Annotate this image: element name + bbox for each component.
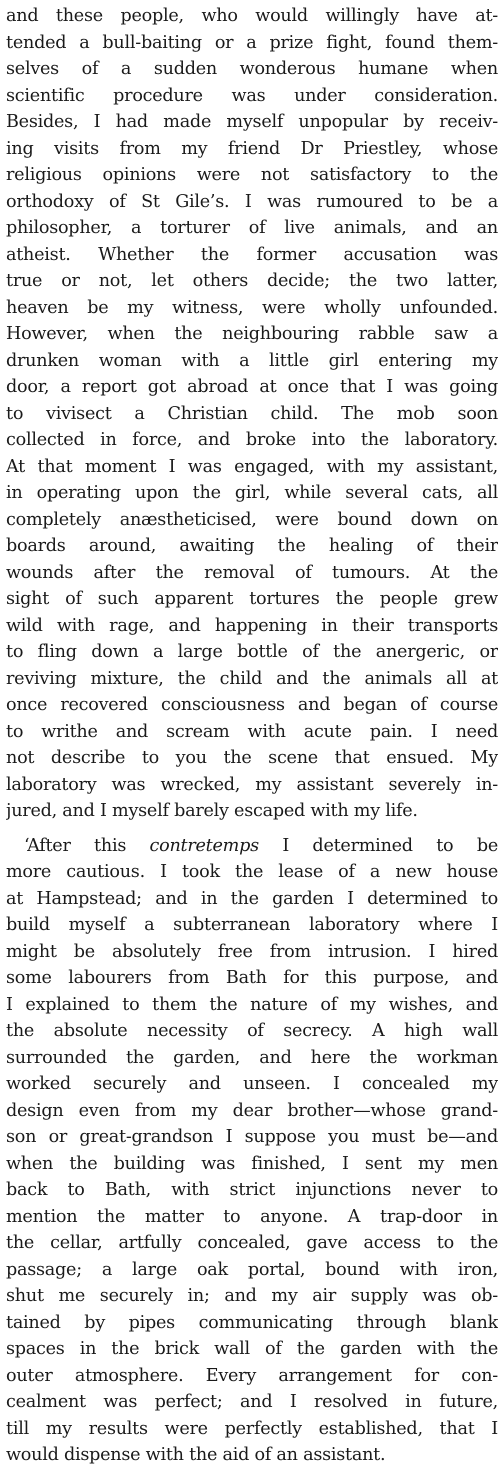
text-line: ing visits from my friend Dr Priestley, whose (6, 138, 498, 159)
text-line: wounds after the removal of tumours. At the (6, 562, 498, 583)
text-line: and these people, who would willingly have at- (6, 6, 498, 26)
text-line: Besides, I had made myself unpopular by receiv- (6, 112, 498, 132)
text-line: design even from my dear brother—whose grand- (6, 1100, 498, 1121)
text-line: in operating upon the girl, while several cats, all (6, 483, 498, 503)
text-line: cealment was perfect; and I resolved in future, (6, 1392, 498, 1412)
text-line: boards around, awaiting the healing of their (6, 536, 498, 556)
text-line: at Hampstead; and in the garden I determined to (6, 888, 498, 909)
text-line: tended a bull-baiting or a prize fight, found them- (6, 32, 498, 53)
text-line: religious opinions were not satisfactory to the (6, 165, 498, 185)
text-line: the cellar, artfully concealed, gave access to the (6, 1233, 498, 1253)
text-line: some labourers from Bath for this purpose, and (6, 968, 498, 988)
text-line: back to Bath, with strict injunctions never to (6, 1180, 498, 1200)
text-line: door, a report got abroad at once that I was going (6, 377, 498, 397)
text-line: scientific procedure was under consideration. (6, 85, 498, 106)
paragraph-1 (6, 3, 498, 825)
text-line: true or not, let others decide; the two latter, (6, 271, 498, 291)
text-line: more cautious. I took the lease of a new house (6, 862, 498, 882)
text-segment: I determined to be (258, 835, 498, 856)
text-line (6, 833, 498, 860)
paragraph-2 (6, 833, 498, 1469)
text-line: once recovered consciousness and began of course (6, 695, 498, 715)
text-line: reviving mixture, the child and the animals all at (6, 668, 498, 689)
text-line: outer atmosphere. Every arrangement for con- (6, 1365, 498, 1386)
text-line: atheist. Whether the former accusation was (6, 244, 498, 265)
text-line: the absolute necessity of secrecy. A high wall (6, 1021, 498, 1041)
text-segment: ‘After this (24, 835, 150, 856)
text-line: collected in force, and broke into the laboratory. (6, 430, 498, 450)
text-line: tained by pipes communicating through blank (6, 1312, 498, 1333)
text-line: At that moment I was engaged, with my assistant, (6, 456, 498, 477)
text-line: I explained to them the nature of my wishes, and (6, 994, 498, 1015)
text-line: when the building was finished, I sent my men (6, 1153, 498, 1174)
text-line: spaces in the brick wall of the garden with the (6, 1339, 498, 1359)
text-line: heaven be my witness, were wholly unfounded. (6, 297, 498, 318)
text-line: passage; a large oak portal, bound with iron, (6, 1259, 498, 1280)
text-line: laboratory was wrecked, my assistant severely in- (6, 774, 498, 795)
text-line: surrounded the garden, and here the workman (6, 1047, 498, 1068)
text-line: wild with rage, and happening in their transports (6, 615, 498, 636)
text-line: would dispense with the aid of an assistant. (6, 1445, 386, 1465)
text-line: shut me securely in; and my air supply was ob- (6, 1286, 498, 1306)
text-line: jured, and I myself barely escaped with my life. (6, 801, 418, 821)
text-line: philosopher, a torturer of live animals, and an (6, 218, 498, 238)
text-line: build myself a subterranean laboratory where I (6, 915, 498, 935)
text-line: mention the matter to anyone. A trap-door in (6, 1206, 498, 1227)
text-line: to writhe and scream with acute pain. I need (6, 721, 498, 742)
text-line: However, when the neighbouring rabble saw a (6, 324, 498, 344)
text-line: orthodoxy of St Gile’s. I was rumoured to be a (6, 191, 498, 212)
text-line: not describe to you the scene that ensued. My (6, 748, 498, 768)
text-line: selves of a sudden wonderous humane when (6, 59, 498, 79)
paragraph-gap (6, 825, 498, 833)
text-line: till my results were perfectly established, that I (6, 1418, 498, 1439)
text-line: to fling down a large bottle of the anergeric, or (6, 642, 498, 662)
text-line: completely anæstheticised, were bound down on (6, 509, 498, 530)
text-line: to vivisect a Christian child. The mob soon (6, 403, 498, 424)
text-line: worked securely and unseen. I concealed my (6, 1074, 498, 1094)
text-line: son or great-grandson I suppose you must be—and (6, 1127, 498, 1147)
italic-term: contretemps (149, 835, 259, 856)
text-line: sight of such apparent tortures the people grew (6, 589, 498, 609)
text-line: might be absolutely free from intrusion. I hired (6, 941, 498, 962)
text-line: drunken woman with a little girl entering my (6, 350, 498, 371)
